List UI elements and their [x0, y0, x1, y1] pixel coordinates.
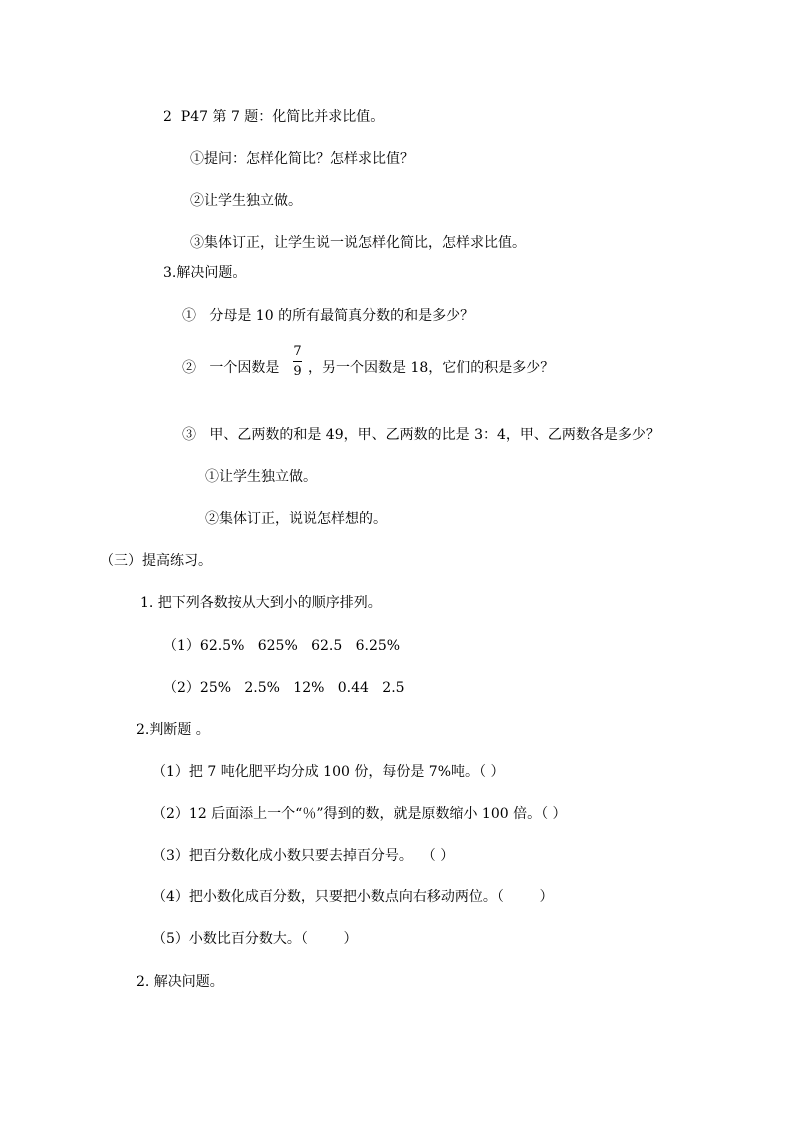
ordering-set-2: （2）25% 2.5% 12% 0.44 2.5 — [163, 680, 405, 696]
fraction-numerator: 7 — [293, 344, 302, 359]
true-false-3: （3）把百分数化成小数只要去掉百分号。 （ ） — [152, 848, 455, 864]
exercise-2-heading: 2 P47 第 7 题：化简比并求比值。 — [163, 109, 385, 125]
section-3-solve-problems: 3.解决问题。 — [163, 265, 247, 281]
true-false-2: （2）12 后面添上一个“％”得到的数，就是原数缩小 100 倍。（ ） — [152, 806, 567, 822]
true-false-heading: 2.判断题 。 — [136, 722, 210, 738]
problem-2-part-a: ② 一个因数是 — [182, 360, 280, 376]
ordering-set-1: （1）62.5% 625% 62.5 6.25% — [163, 638, 401, 654]
solve-problems-heading: 2. 解决问题。 — [136, 974, 224, 990]
true-false-4: （4）把小数化成百分数，只要把小数点向右移动两位。（ ） — [152, 889, 554, 905]
section-heading-advanced-practice: （三）提高练习。 — [100, 553, 212, 569]
step-group-correction: ③集体订正，让学生说一说怎样化简比，怎样求比值。 — [190, 235, 526, 251]
sub-step-independent-work: ①让学生独立做。 — [205, 469, 317, 485]
sub-step-group-correction: ②集体订正，说说怎样想的。 — [205, 511, 387, 527]
ordering-task: 1. 把下列各数按从大到小的顺序排列。 — [140, 595, 382, 611]
true-false-5: （5）小数比百分数大。（ ） — [152, 931, 358, 947]
step-ask-question: ①提问：怎样化简比？怎样求比值？ — [190, 151, 414, 167]
problem-3: ③ 甲、乙两数的和是 49，甲、乙两数的比是 3：4，甲、乙两数各是多少？ — [182, 427, 660, 443]
problem-1: ① 分母是 10 的所有最简真分数的和是多少？ — [182, 308, 475, 324]
fraction-seven-ninths — [293, 345, 302, 379]
step-independent-work: ②让学生独立做。 — [190, 193, 302, 209]
fraction-denominator: 9 — [293, 364, 302, 379]
fraction-bar — [293, 361, 302, 362]
problem-2-part-b: ，另一个因数是 18，它们的积是多少？ — [308, 360, 555, 376]
true-false-1: （1）把 7 吨化肥平均分成 100 份，每份是 7%吨。（ ） — [152, 764, 505, 780]
